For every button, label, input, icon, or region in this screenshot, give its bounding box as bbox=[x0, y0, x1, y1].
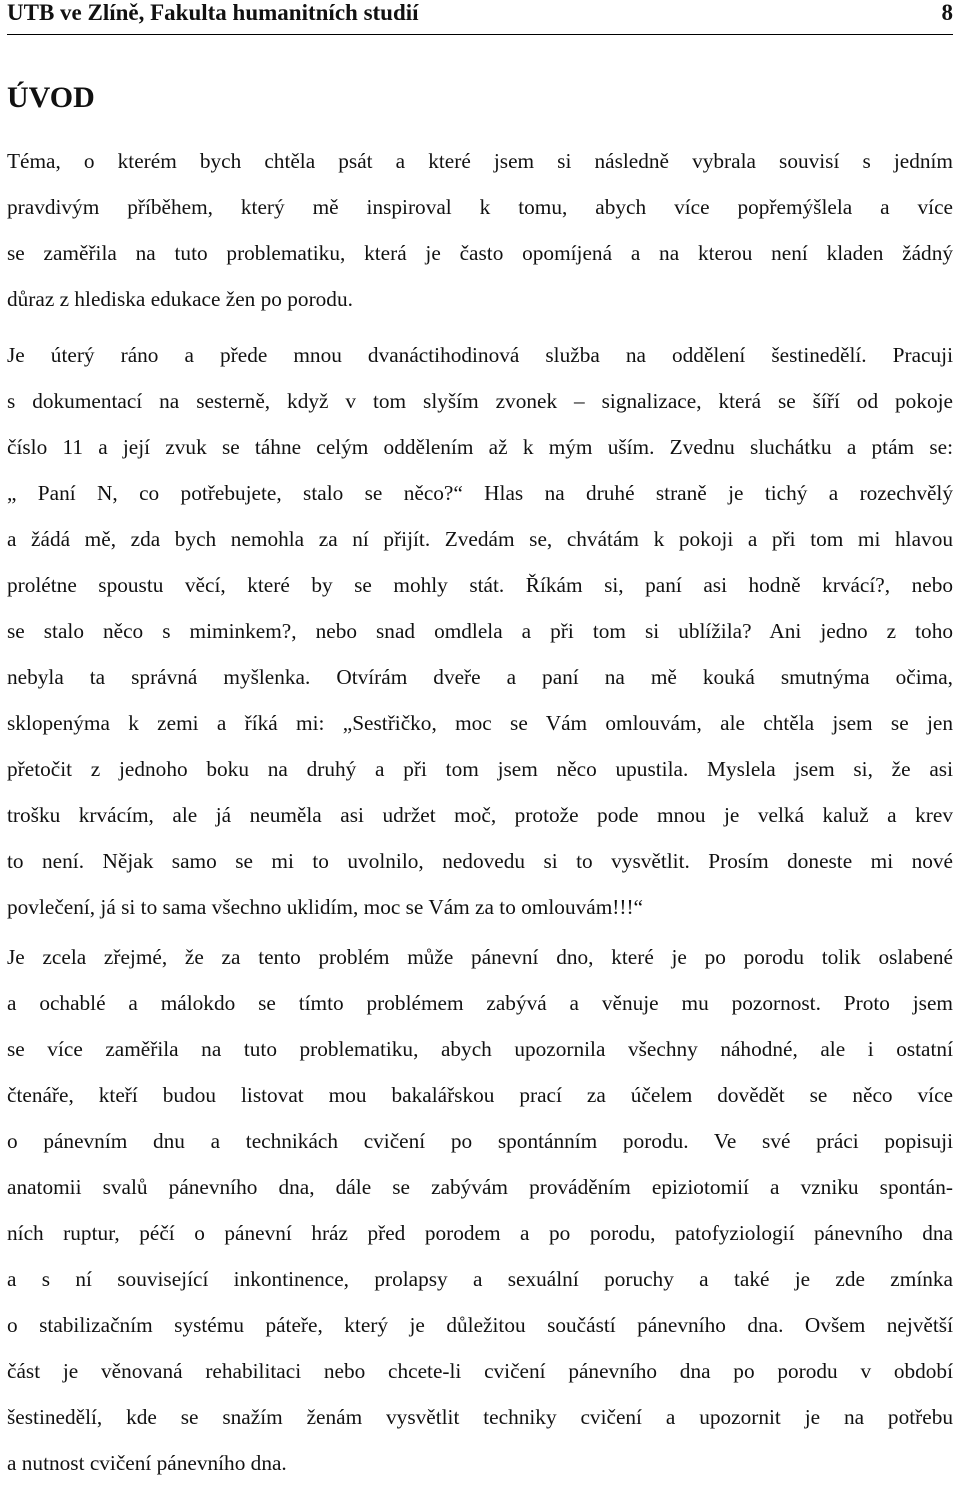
text-line: pravdivým příběhem, který mě inspiroval k tomu, abych více popřemýšlela a více bbox=[7, 195, 953, 219]
text-line: nebyla ta správná myšlenka. Otvírám dveře a paní na mě kouká smutnýma očima, bbox=[7, 665, 953, 689]
section-heading: ÚVOD bbox=[7, 81, 95, 114]
text-line: čtenáře, kteří budou listovat mou bakalářskou prací za účelem dovědět se něco více bbox=[7, 1083, 953, 1107]
text-line: se stalo něco s miminkem?, nebo snad omdlela a při tom si ublížila? Ani jedno z toho bbox=[7, 619, 953, 643]
text-line: a nutnost cvičení pánevního dna. bbox=[7, 1451, 287, 1475]
text-line: „ Paní N, co potřebujete, stalo se něco?“ Hlas na druhé straně je tichý a rozechvělý bbox=[7, 481, 953, 505]
page-number: 8 bbox=[941, 0, 953, 25]
text-line: sklopenýma k zemi a říká mi: „Sestřičko, moc se Vám omlouvám, ale chtěla jsem se jen bbox=[7, 711, 953, 735]
text-line: o stabilizačním systému páteře, který je důležitou součástí pánevního dna. Ovšem největší bbox=[7, 1313, 953, 1337]
text-line: a s ní související inkontinence, prolapsy a sexuální poruchy a také je zde zmínka bbox=[7, 1267, 953, 1291]
text-line: s dokumentací na sesterně, když v tom slyším zvonek – signalizace, která se šíří od pokoje bbox=[7, 389, 953, 413]
text-line: se zaměřila na tuto problematiku, která je často opomíjená a na kterou není kladen žádný bbox=[7, 241, 953, 265]
text-line: anatomii svalů pánevního dna, dále se zabývám prováděním epiziotomií a vzniku spontán- bbox=[7, 1175, 953, 1199]
text-line: povlečení, já si to sama všechno uklidím, moc se Vám za to omlouvám!!!“ bbox=[7, 895, 643, 919]
text-line: prolétne spoustu věcí, které by se mohly stát. Říkám si, paní asi hodně krvácí?, nebo bbox=[7, 573, 953, 597]
text-line: část je věnovaná rehabilitaci nebo chcete-li cvičení pánevního dna po porodu v období bbox=[7, 1359, 953, 1383]
text-line: a ochablé a málokdo se tímto problémem zabývá a věnuje mu pozornost. Proto jsem bbox=[7, 991, 953, 1015]
text-line: Je úterý ráno a přede mnou dvanáctihodinová služba na oddělení šestinedělí. Pracuji bbox=[7, 343, 953, 367]
text-line: přetočit z jednoho boku na druhý a při tom jsem něco upustila. Myslela jsem si, že asi bbox=[7, 757, 953, 781]
text-line: ních ruptur, péčí o pánevní hráz před porodem a po porodu, patofyziologií pánevního dna bbox=[7, 1221, 953, 1245]
header-title: UTB ve Zlíně, Fakulta humanitních studií bbox=[7, 0, 419, 25]
text-line: o pánevním dnu a technikách cvičení po spontánním porodu. Ve své práci popisuji bbox=[7, 1129, 953, 1153]
text-line: Téma, o kterém bych chtěla psát a které jsem si následně vybrala souvisí s jedním bbox=[7, 149, 953, 173]
text-line: a žádá mě, zda bych nemohla za ní přijít. Zvedám se, chvátám k pokoji a při tom mi hlavou bbox=[7, 527, 953, 551]
page-header bbox=[7, 0, 953, 35]
text-line: šestinedělí, kde se snažím ženám vysvětlit techniky cvičení a upozornit je na potřebu bbox=[7, 1405, 953, 1429]
text-line: trošku krvácím, ale já neuměla asi udržet moč, protože pode mnou je velká kaluž a krev bbox=[7, 803, 953, 827]
text-line: Je zcela zřejmé, že za tento problém může pánevní dno, které je po porodu tolik oslabené bbox=[7, 945, 953, 969]
text-line: důraz z hlediska edukace žen po porodu. bbox=[7, 287, 353, 311]
text-line: to není. Nějak samo se mi to uvolnilo, nedovedu si to vysvětlit. Prosím doneste mi nové bbox=[7, 849, 953, 873]
text-line: číslo 11 a její zvuk se táhne celým oddělením až k mým uším. Zvednu sluchátku a ptám se: bbox=[7, 435, 953, 459]
text-line: se více zaměřila na tuto problematiku, abych upozornila všechny náhodné, ale i ostatní bbox=[7, 1037, 953, 1061]
